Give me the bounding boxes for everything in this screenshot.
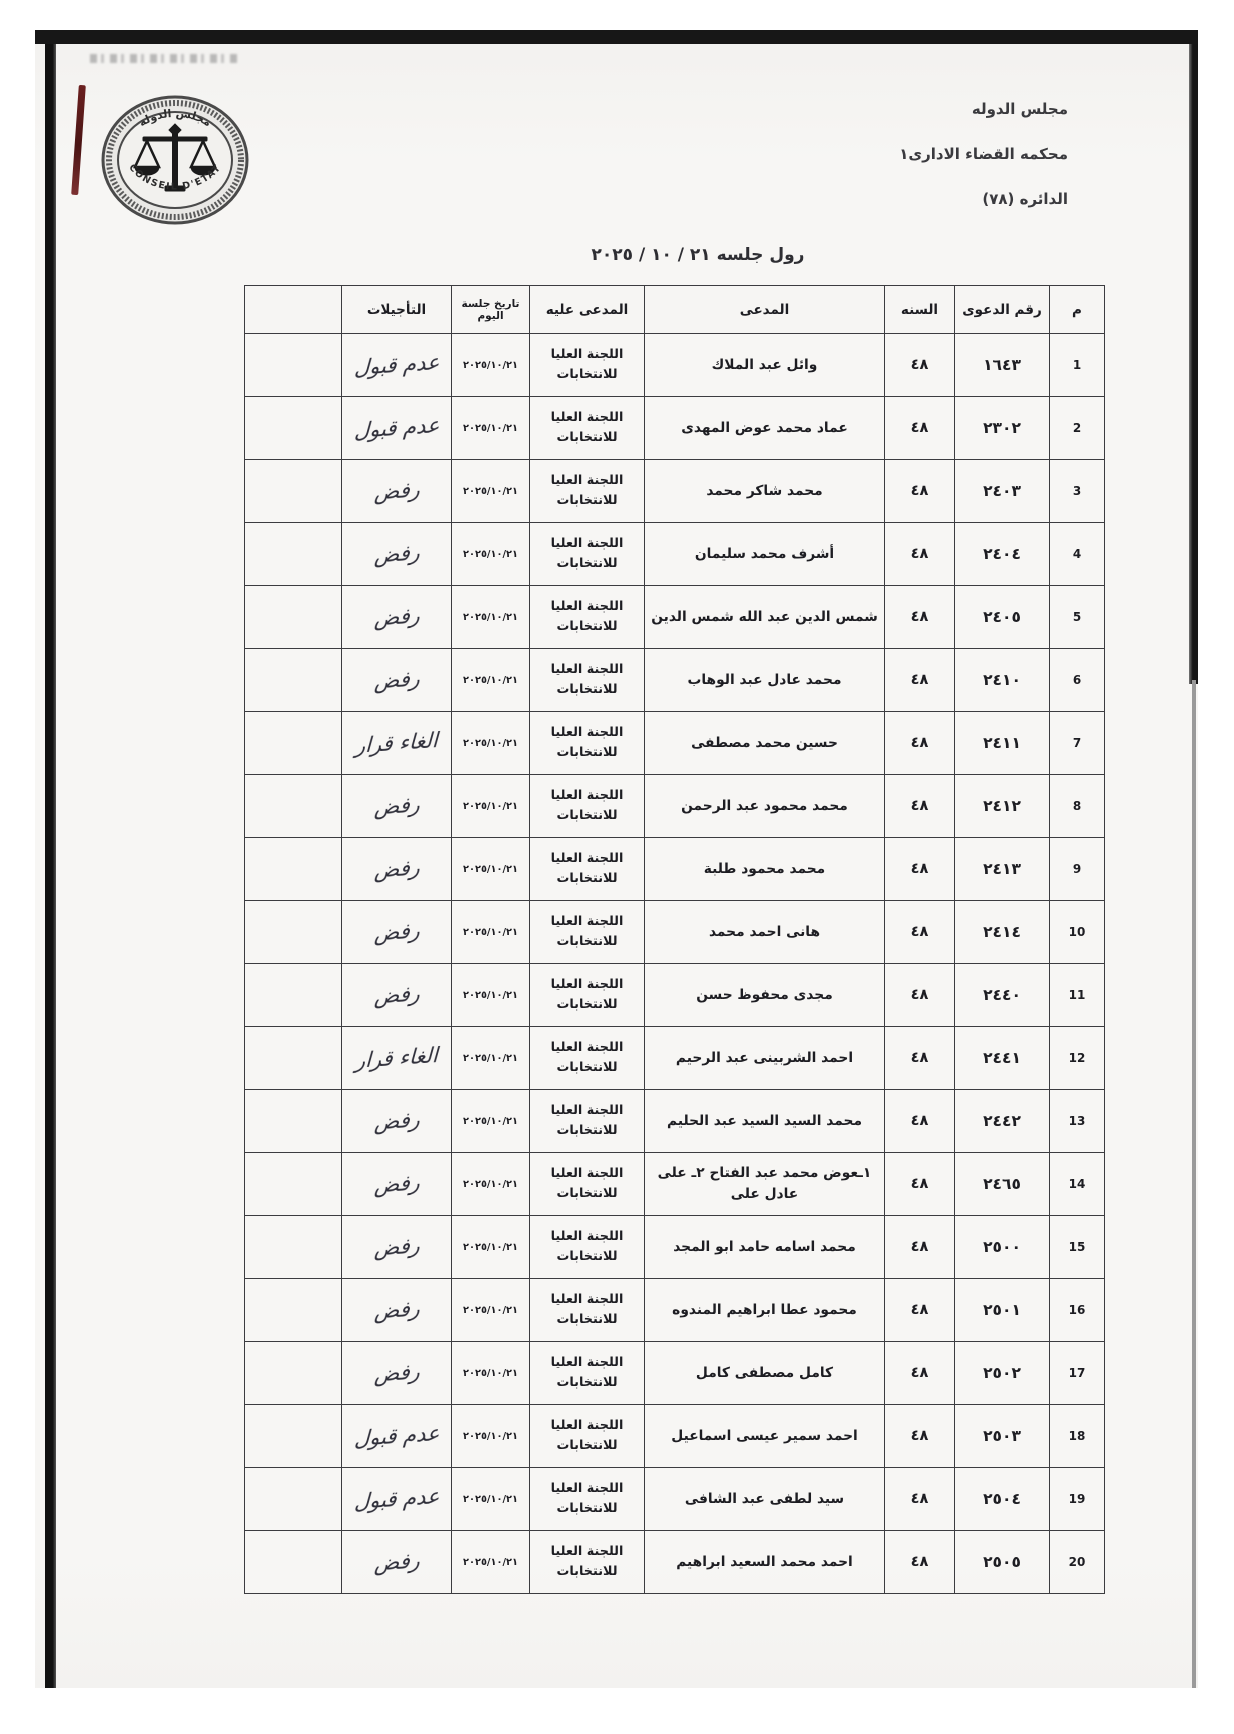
- table-row: [245, 649, 1105, 712]
- plaintiff-cell: شمس الدين عبد الله شمس الدين: [645, 586, 885, 649]
- scan-edge-top: [35, 30, 1198, 44]
- scan-edge-left: [45, 44, 56, 1688]
- defendant-cell: اللجنة العليا للانتخابات: [530, 460, 645, 523]
- handwritten-disposition: رفض: [373, 918, 420, 946]
- handwritten-disposition: عدم قبول: [353, 1420, 440, 1452]
- year-cell: ٤٨: [885, 523, 955, 586]
- table-row: [245, 523, 1105, 586]
- defendant-cell: اللجنة العليا للانتخابات: [530, 775, 645, 838]
- serial-number-cell: 8: [1050, 775, 1105, 838]
- plaintiff-cell: محمد محمود عبد الرحمن: [645, 775, 885, 838]
- table-row: [245, 1279, 1105, 1342]
- adjournment-note-cell: [342, 1468, 452, 1531]
- table-row: [245, 1090, 1105, 1153]
- empty-margin-cell: [245, 649, 342, 712]
- session-date-cell: ٢٠٢٥/١٠/٢١: [452, 712, 530, 775]
- case-number-cell: ٢٥٠٤: [955, 1468, 1050, 1531]
- col-header-serial: م: [1050, 286, 1105, 334]
- year-cell: ٤٨: [885, 1027, 955, 1090]
- serial-number-cell: 14: [1050, 1153, 1105, 1216]
- table-row: [245, 712, 1105, 775]
- red-pen-mark: [71, 85, 86, 195]
- defendant-cell: اللجنة العليا للانتخابات: [530, 1405, 645, 1468]
- defendant-cell: اللجنة العليا للانتخابات: [530, 649, 645, 712]
- handwritten-disposition: رفض: [373, 792, 420, 820]
- defendant-cell: اللجنة العليا للانتخابات: [530, 586, 645, 649]
- defendant-cell: اللجنة العليا للانتخابات: [530, 334, 645, 397]
- adjournment-note-cell: [342, 1531, 452, 1594]
- scanned-document: [35, 30, 1198, 1688]
- session-roll-title: رول جلسه ٢١ / ١٠ / ٢٠٢٥: [591, 245, 805, 265]
- case-number-cell: ٢٤١١: [955, 712, 1050, 775]
- serial-number-cell: 4: [1050, 523, 1105, 586]
- adjournment-note-cell: [342, 712, 452, 775]
- serial-number-cell: 16: [1050, 1279, 1105, 1342]
- session-date-cell: ٢٠٢٥/١٠/٢١: [452, 523, 530, 586]
- table-row: [245, 397, 1105, 460]
- plaintiff-cell: احمد محمد السعيد ابراهيم: [645, 1531, 885, 1594]
- table-row: [245, 1531, 1105, 1594]
- case-roll-table: [244, 285, 1105, 1594]
- session-date-cell: ٢٠٢٥/١٠/٢١: [452, 775, 530, 838]
- session-date-cell: ٢٠٢٥/١٠/٢١: [452, 964, 530, 1027]
- seal-top-text: مجلس الدولة: [136, 106, 214, 130]
- handwritten-disposition: رفض: [373, 666, 420, 694]
- table-row: [245, 838, 1105, 901]
- handwritten-disposition: رفض: [373, 1233, 420, 1261]
- court-name: محكمه القضاء الادارى١: [899, 145, 1068, 163]
- case-number-cell: ٢٥٠٢: [955, 1342, 1050, 1405]
- serial-number-cell: 5: [1050, 586, 1105, 649]
- plaintiff-cell: احمد الشربينى عبد الرحيم: [645, 1027, 885, 1090]
- circuit-number: الدائره (٧٨): [982, 190, 1068, 208]
- defendant-cell: اللجنة العليا للانتخابات: [530, 838, 645, 901]
- year-cell: ٤٨: [885, 649, 955, 712]
- org-name: مجلس الدوله: [971, 100, 1068, 118]
- handwritten-disposition: الغاء قرار: [354, 1043, 439, 1073]
- case-number-cell: ٢٤١٢: [955, 775, 1050, 838]
- scan-edge-right: [1189, 44, 1198, 684]
- adjournment-note-cell: [342, 460, 452, 523]
- plaintiff-cell: محمد عادل عبد الوهاب: [645, 649, 885, 712]
- serial-number-cell: 13: [1050, 1090, 1105, 1153]
- year-cell: ٤٨: [885, 460, 955, 523]
- table-row: [245, 586, 1105, 649]
- empty-margin-cell: [245, 1279, 342, 1342]
- col-header-year: السنه: [885, 286, 955, 334]
- defendant-cell: اللجنة العليا للانتخابات: [530, 1216, 645, 1279]
- col-header-extra: [245, 286, 342, 334]
- plaintiff-cell: محمد شاكر محمد: [645, 460, 885, 523]
- defendant-cell: اللجنة العليا للانتخابات: [530, 397, 645, 460]
- serial-number-cell: 3: [1050, 460, 1105, 523]
- case-number-cell: ٢٤١٣: [955, 838, 1050, 901]
- year-cell: ٤٨: [885, 334, 955, 397]
- case-number-cell: ٢٤٠٤: [955, 523, 1050, 586]
- adjournment-note-cell: [342, 1405, 452, 1468]
- year-cell: ٤٨: [885, 712, 955, 775]
- empty-margin-cell: [245, 1342, 342, 1405]
- session-date-cell: ٢٠٢٥/١٠/٢١: [452, 460, 530, 523]
- session-date-cell: ٢٠٢٥/١٠/٢١: [452, 901, 530, 964]
- year-cell: ٤٨: [885, 1531, 955, 1594]
- session-date-cell: ٢٠٢٥/١٠/٢١: [452, 1090, 530, 1153]
- empty-margin-cell: [245, 775, 342, 838]
- table-row: [245, 964, 1105, 1027]
- year-cell: ٤٨: [885, 901, 955, 964]
- adjournment-note-cell: [342, 586, 452, 649]
- handwritten-disposition: عدم قبول: [353, 349, 440, 381]
- defendant-cell: اللجنة العليا للانتخابات: [530, 1279, 645, 1342]
- table-row: [245, 1405, 1105, 1468]
- empty-margin-cell: [245, 901, 342, 964]
- table-row: [245, 334, 1105, 397]
- defendant-cell: اللجنة العليا للانتخابات: [530, 964, 645, 1027]
- case-number-cell: ٢٥٠٣: [955, 1405, 1050, 1468]
- serial-number-cell: 9: [1050, 838, 1105, 901]
- plaintiff-cell: حسين محمد مصطفى: [645, 712, 885, 775]
- serial-number-cell: 20: [1050, 1531, 1105, 1594]
- handwritten-disposition: رفض: [373, 855, 420, 883]
- plaintiff-cell: احمد سمير عيسى اسماعيل: [645, 1405, 885, 1468]
- serial-number-cell: 18: [1050, 1405, 1105, 1468]
- defendant-cell: اللجنة العليا للانتخابات: [530, 1090, 645, 1153]
- year-cell: ٤٨: [885, 775, 955, 838]
- adjournment-note-cell: [342, 1153, 452, 1216]
- session-date-cell: ٢٠٢٥/١٠/٢١: [452, 1405, 530, 1468]
- table-row: [245, 1216, 1105, 1279]
- empty-margin-cell: [245, 1090, 342, 1153]
- year-cell: ٤٨: [885, 1468, 955, 1531]
- year-cell: ٤٨: [885, 1153, 955, 1216]
- plaintiff-cell: ١ـعوض محمد عبد الفتاح ٢ـ على عادل على: [645, 1153, 885, 1216]
- year-cell: ٤٨: [885, 1405, 955, 1468]
- adjournment-note-cell: [342, 1216, 452, 1279]
- empty-margin-cell: [245, 1468, 342, 1531]
- table-row: [245, 775, 1105, 838]
- session-date-cell: ٢٠٢٥/١٠/٢١: [452, 1027, 530, 1090]
- session-date-cell: ٢٠٢٥/١٠/٢١: [452, 649, 530, 712]
- session-date-cell: ٢٠٢٥/١٠/٢١: [452, 1279, 530, 1342]
- year-cell: ٤٨: [885, 1279, 955, 1342]
- table-row: [245, 1342, 1105, 1405]
- document-header: [788, 100, 1068, 235]
- handwritten-disposition: رفض: [373, 603, 420, 631]
- empty-margin-cell: [245, 586, 342, 649]
- plaintiff-cell: محمد اسامه حامد ابو المجد: [645, 1216, 885, 1279]
- empty-margin-cell: [245, 1027, 342, 1090]
- table-row: [245, 1027, 1105, 1090]
- defendant-cell: اللجنة العليا للانتخابات: [530, 1153, 645, 1216]
- col-header-plaintiff: المدعى: [645, 286, 885, 334]
- serial-number-cell: 10: [1050, 901, 1105, 964]
- year-cell: ٤٨: [885, 964, 955, 1027]
- adjournment-note-cell: [342, 964, 452, 1027]
- case-number-cell: ٢٤٠٥: [955, 586, 1050, 649]
- defendant-cell: اللجنة العليا للانتخابات: [530, 523, 645, 586]
- plaintiff-cell: مجدى محفوظ حسن: [645, 964, 885, 1027]
- adjournment-note-cell: [342, 334, 452, 397]
- handwritten-disposition: رفض: [373, 477, 420, 505]
- serial-number-cell: 7: [1050, 712, 1105, 775]
- empty-margin-cell: [245, 1405, 342, 1468]
- case-number-cell: ٢٤١٤: [955, 901, 1050, 964]
- col-header-case-number: رقم الدعوى: [955, 286, 1050, 334]
- empty-margin-cell: [245, 397, 342, 460]
- session-date-cell: ٢٠٢٥/١٠/٢١: [452, 586, 530, 649]
- plaintiff-cell: أشرف محمد سليمان: [645, 523, 885, 586]
- adjournment-note-cell: [342, 397, 452, 460]
- handwritten-disposition: الغاء قرار: [354, 728, 439, 758]
- serial-number-cell: 6: [1050, 649, 1105, 712]
- case-number-cell: ٢٤٤٢: [955, 1090, 1050, 1153]
- empty-margin-cell: [245, 523, 342, 586]
- defendant-cell: اللجنة العليا للانتخابات: [530, 1027, 645, 1090]
- plaintiff-cell: كامل مصطفى كامل: [645, 1342, 885, 1405]
- case-number-cell: ١٦٤٣: [955, 334, 1050, 397]
- defendant-cell: اللجنة العليا للانتخابات: [530, 1342, 645, 1405]
- council-of-state-seal: [95, 90, 255, 230]
- adjournment-note-cell: [342, 775, 452, 838]
- session-date-cell: ٢٠٢٥/١٠/٢١: [452, 838, 530, 901]
- adjournment-note-cell: [342, 838, 452, 901]
- defendant-cell: اللجنة العليا للانتخابات: [530, 901, 645, 964]
- session-date-cell: ٢٠٢٥/١٠/٢١: [452, 1531, 530, 1594]
- handwritten-disposition: رفض: [373, 1296, 420, 1324]
- plaintiff-cell: محمد محمود طلبة: [645, 838, 885, 901]
- table-row: [245, 1468, 1105, 1531]
- plaintiff-cell: وائل عبد الملاك: [645, 334, 885, 397]
- serial-number-cell: 2: [1050, 397, 1105, 460]
- adjournment-note-cell: [342, 901, 452, 964]
- adjournment-note-cell: [342, 649, 452, 712]
- empty-margin-cell: [245, 1531, 342, 1594]
- serial-number-cell: 11: [1050, 964, 1105, 1027]
- year-cell: ٤٨: [885, 586, 955, 649]
- adjournment-note-cell: [342, 1090, 452, 1153]
- case-number-cell: ٢٤٤١: [955, 1027, 1050, 1090]
- adjournment-note-cell: [342, 523, 452, 586]
- year-cell: ٤٨: [885, 838, 955, 901]
- handwritten-disposition: عدم قبول: [353, 412, 440, 444]
- case-table-body: [245, 334, 1105, 1594]
- empty-margin-cell: [245, 334, 342, 397]
- session-date-cell: ٢٠٢٥/١٠/٢١: [452, 1342, 530, 1405]
- handwritten-disposition: رفض: [373, 540, 420, 568]
- plaintiff-cell: عماد محمد عوض المهدى: [645, 397, 885, 460]
- empty-margin-cell: [245, 1153, 342, 1216]
- serial-number-cell: 19: [1050, 1468, 1105, 1531]
- year-cell: ٤٨: [885, 397, 955, 460]
- case-number-cell: ٢٤٠٣: [955, 460, 1050, 523]
- empty-margin-cell: [245, 460, 342, 523]
- session-date-cell: ٢٠٢٥/١٠/٢١: [452, 334, 530, 397]
- case-number-cell: ٢٥٠١: [955, 1279, 1050, 1342]
- case-number-cell: ٢٣٠٢: [955, 397, 1050, 460]
- adjournment-note-cell: [342, 1279, 452, 1342]
- session-date-cell: ٢٠٢٥/١٠/٢١: [452, 1153, 530, 1216]
- case-number-cell: ٢٤٤٠: [955, 964, 1050, 1027]
- empty-margin-cell: [245, 1216, 342, 1279]
- adjournment-note-cell: [342, 1342, 452, 1405]
- plaintiff-cell: سيد لطفى عبد الشافى: [645, 1468, 885, 1531]
- col-header-defendant: المدعى عليه: [530, 286, 645, 334]
- session-date-cell: ٢٠٢٥/١٠/٢١: [452, 1468, 530, 1531]
- adjournment-note-cell: [342, 1027, 452, 1090]
- seal-bottom-text: CONSEIL D'ETAT: [126, 162, 224, 193]
- serial-number-cell: 17: [1050, 1342, 1105, 1405]
- plaintiff-cell: محمد السيد السيد عبد الحليم: [645, 1090, 885, 1153]
- serial-number-cell: 1: [1050, 334, 1105, 397]
- year-cell: ٤٨: [885, 1090, 955, 1153]
- handwritten-disposition: رفض: [373, 1359, 420, 1387]
- scan-edge-right-lower: [1192, 680, 1196, 1688]
- case-number-cell: ٢٤٦٥: [955, 1153, 1050, 1216]
- year-cell: ٤٨: [885, 1216, 955, 1279]
- case-number-cell: ٢٥٠٥: [955, 1531, 1050, 1594]
- handwritten-disposition: رفض: [373, 1548, 420, 1576]
- handwritten-disposition: رفض: [373, 1170, 420, 1198]
- handwritten-disposition: رفض: [373, 981, 420, 1009]
- case-number-cell: ٢٥٠٠: [955, 1216, 1050, 1279]
- handwritten-disposition: عدم قبول: [353, 1483, 440, 1515]
- table-row: [245, 1153, 1105, 1216]
- table-header-row: [245, 286, 1105, 334]
- empty-margin-cell: [245, 712, 342, 775]
- year-cell: ٤٨: [885, 1342, 955, 1405]
- session-date-cell: ٢٠٢٥/١٠/٢١: [452, 397, 530, 460]
- table-row: [245, 460, 1105, 523]
- defendant-cell: اللجنة العليا للانتخابات: [530, 1468, 645, 1531]
- handwritten-disposition: رفض: [373, 1107, 420, 1135]
- table-row: [245, 901, 1105, 964]
- plaintiff-cell: محمود عطا ابراهيم المندوه: [645, 1279, 885, 1342]
- empty-margin-cell: [245, 838, 342, 901]
- serial-number-cell: 15: [1050, 1216, 1105, 1279]
- defendant-cell: اللجنة العليا للانتخابات: [530, 712, 645, 775]
- scan-smudge-text: [90, 54, 240, 63]
- plaintiff-cell: هانى احمد محمد: [645, 901, 885, 964]
- defendant-cell: اللجنة العليا للانتخابات: [530, 1531, 645, 1594]
- empty-margin-cell: [245, 964, 342, 1027]
- case-roll-table-wrap: [245, 285, 1105, 1594]
- serial-number-cell: 12: [1050, 1027, 1105, 1090]
- session-date-cell: ٢٠٢٥/١٠/٢١: [452, 1216, 530, 1279]
- col-header-session-date: تاريخ جلسة اليوم: [452, 286, 530, 334]
- case-number-cell: ٢٤١٠: [955, 649, 1050, 712]
- col-header-adjournments: التأجيلات: [342, 286, 452, 334]
